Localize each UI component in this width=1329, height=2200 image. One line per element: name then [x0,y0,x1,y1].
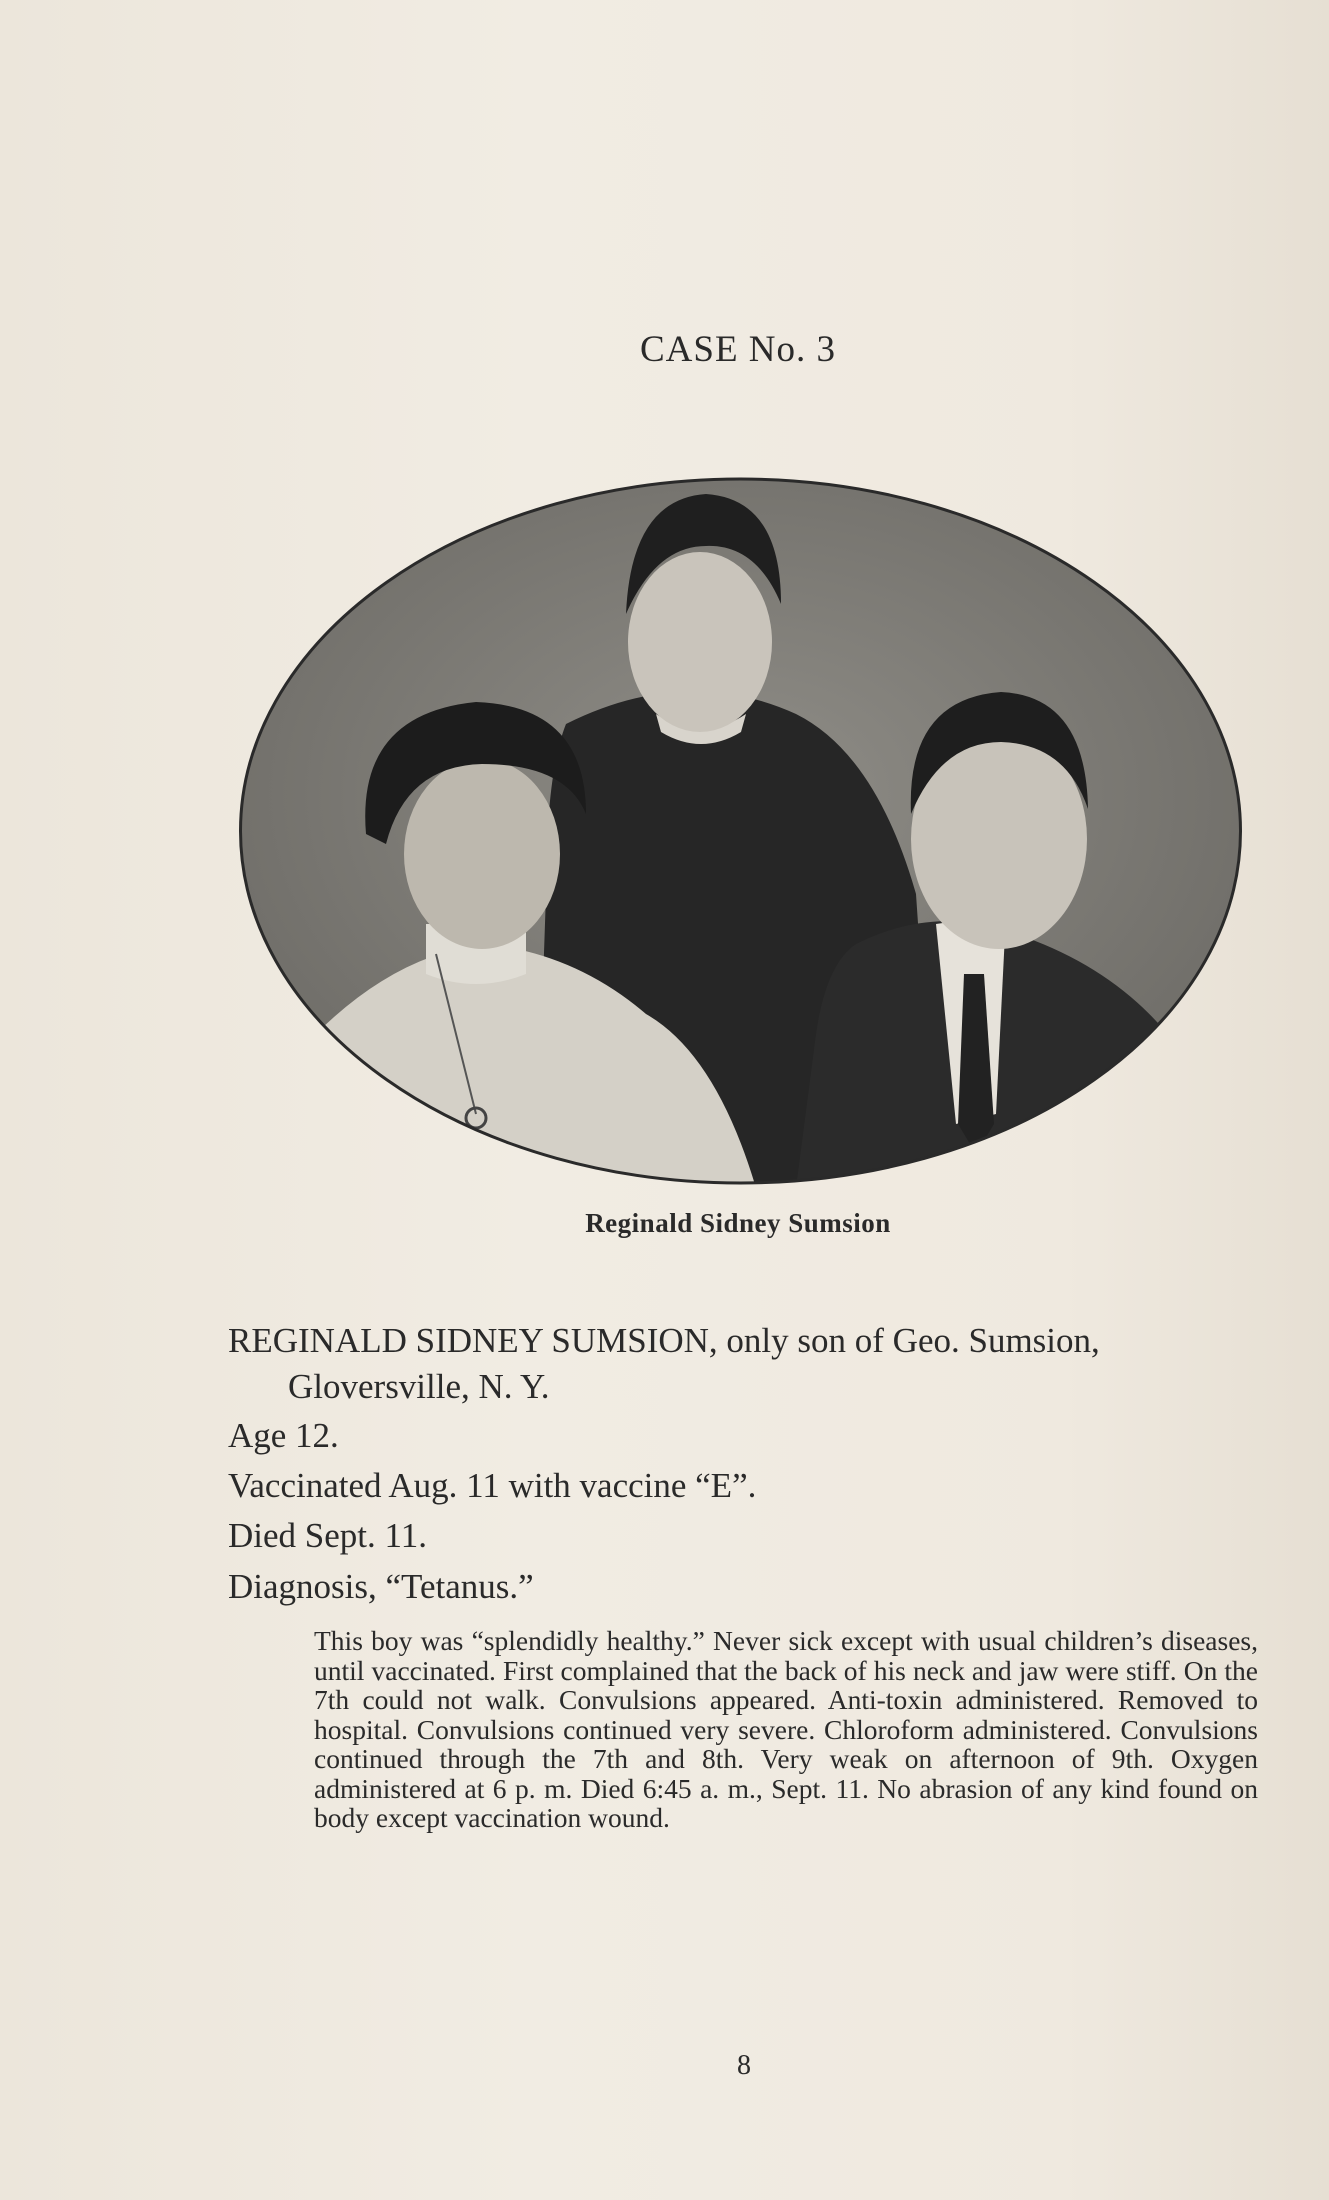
page-number: 8 [737,2050,751,2081]
photo-caption: Reginald Sidney Sumsion [585,1208,891,1238]
diagnosis: Diagnosis, “Tetanus.” [228,1567,534,1606]
case-narrative: This boy was “splendidly healthy.” Never sick except with usual children’s diseases, until vaccinated. First complained that the back of his neck and jaw were stiff. On the 7th could not walk. Convulsions appeared. Anti-toxin administered. Removed to hospital. Convulsions continued very severe. Chloroform administered. Convulsions continued through the 7th and 8th. Very weak on afternoon of 9th. Oxygen administered at 6 p. m. Died 6:45 a. m., Sept. 11. No abrasion of any kind found on body except vaccination wound. [314,1625,1258,1833]
subject-location: Gloversville, N. Y. [288,1367,550,1406]
death-date: Died Sept. 11. [228,1516,427,1555]
subject-name-line [228,1318,1268,1410]
family-portrait-photo [236,474,1245,1188]
subject-age: Age 12. [228,1416,339,1455]
vaccination-date: Vaccinated Aug. 11 with vaccine “E”. [228,1466,757,1505]
page-title: CASE No. 3 [639,329,837,370]
subject-name: REGINALD SIDNEY SUMSION, only son of Geo. Sumsion, [228,1321,1100,1360]
